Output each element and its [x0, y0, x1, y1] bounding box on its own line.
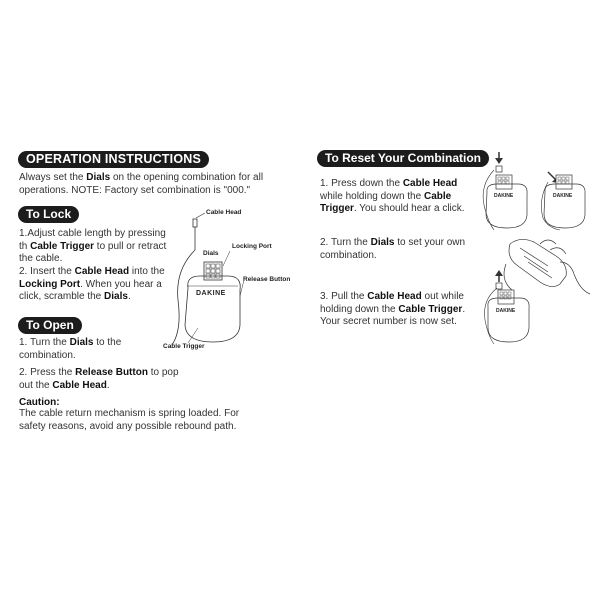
caution-title: Caution:: [19, 397, 60, 408]
label-cable-trigger: Cable Trigger: [163, 343, 205, 350]
label-release-button: Release Button: [243, 276, 291, 283]
reset-step-1: 1. Press down the Cable Head while holding down the Cable Trigger. You should hear a click.: [320, 178, 465, 214]
open-step-2: 2. Press the Release Button to pop out the Cable Head.: [19, 367, 179, 391]
brand-logo-main: DAKINE: [196, 290, 226, 297]
to-lock-header: To Lock: [18, 206, 79, 223]
brand-logo-reset-1: DAKINE: [494, 193, 514, 199]
brand-logo-reset-3: DAKINE: [496, 308, 516, 314]
intro-text: Always set the Dials on the opening combination for all operations. NOTE: Factory set combination is "000.": [19, 172, 264, 196]
reset-step-2: 2. Turn the Dials to set your own combination.: [320, 237, 466, 261]
reset-step-3: 3. Pull the Cable Head out while holding down the Cable Trigger. Your secret number is now set.: [320, 291, 466, 327]
to-open-header: To Open: [18, 317, 82, 334]
open-step-1: 1. Turn the Dials to the combination.: [19, 337, 122, 361]
reset-combination-header: To Reset Your Combination: [317, 150, 489, 167]
hand-turning-dials: [504, 239, 590, 294]
operation-instructions-header: OPERATION INSTRUCTIONS: [18, 151, 209, 168]
caution-text: The cable return mechanism is spring loaded. For safety reasons, avoid any possible rebound path.: [19, 408, 240, 432]
label-cable-head: Cable Head: [206, 209, 242, 216]
brand-logo-reset-2: DAKINE: [553, 193, 573, 199]
label-dials: Dials: [203, 250, 219, 257]
reset-lock-2: [541, 172, 585, 230]
label-locking-port: Locking Port: [232, 243, 272, 250]
reset-lock-3: [485, 270, 530, 344]
lock-step-2: 2. Insert the Cable Head into the Locking Port. When you hear a click, scramble the Dials.: [19, 266, 165, 302]
lock-step-1: 1.Adjust cable length by pressing th Cable Trigger to pull or retract the cable.: [19, 228, 167, 264]
reset-lock-1: [483, 152, 527, 230]
